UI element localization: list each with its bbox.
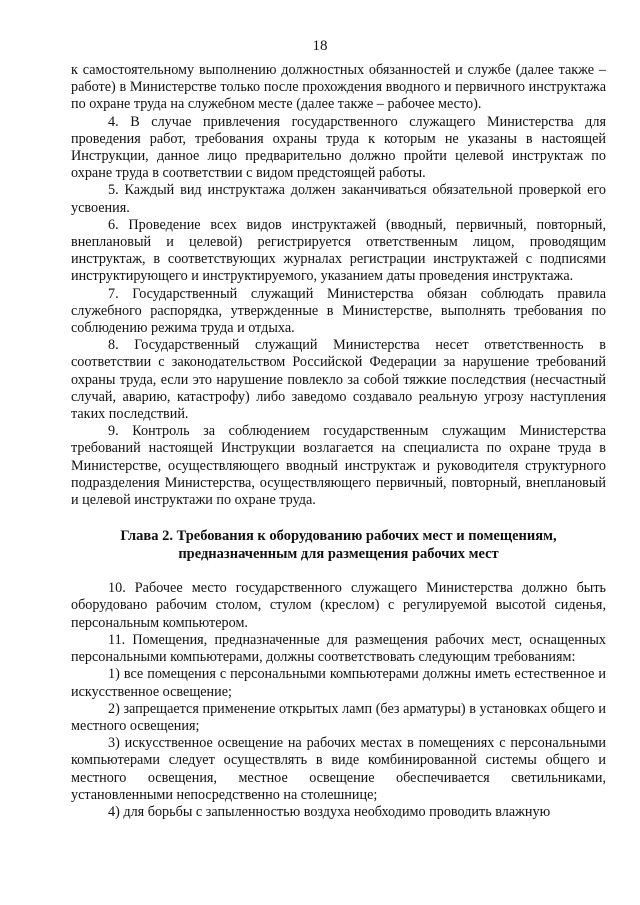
list-item-4: 4) для борьбы с запыленностью воздуха необходимо проводить влажную: [108, 803, 551, 820]
list-item-1: 1) все помещения с персональными компьютерами должны иметь естественное и искусственное освещение;: [71, 666, 606, 700]
chapter-heading: [71, 527, 606, 563]
list-item-2: 2) запрещается применение открытых ламп (без арматуры) в установках общего и местного освещения;: [71, 700, 606, 734]
paragraph-item-7: 7. Государственный служащий Министерства обязан соблюдать правила служебного распорядка, утвержденные в Министерстве, выполнять требования по соблюдению режима труда и отдыха.: [71, 285, 606, 337]
list-item-3: 3) искусственное освещение на рабочих местах в помещениях с персональными компьютерами следует осуществлять в виде комбинированной системы общего и местного освещения, местное освещение обеспечивается светильниками, установленными непосредственно на столешнице;: [71, 735, 606, 803]
paragraph-item-5: 5. Каждый вид инструктажа должен заканчиваться обязательной проверкой его усвоения.: [71, 182, 606, 216]
chapter-heading-line-2: предназначенным для размещения рабочих мест: [178, 546, 499, 563]
paragraph-item-9: 9. Контроль за соблюдением государственным служащим Министерства требований настоящей Инструкции возлагается на специалиста по охране труда в Министерстве, осуществляющего вводный инструктаж и руководителя структурного подразделения Министерства, осуществляющего первичный, повторный, внеплановый и целевой инструктажи по охране труда.: [71, 423, 606, 509]
paragraph-continuation: к самостоятельному выполнению должностных обязанностей и службе (далее также – работе) в Министерстве только после прохождения вводного и первичного инструктажа по охране труда на служебном месте (далее также – рабочее место).: [71, 62, 606, 113]
paragraph-item-4: 4. В случае привлечения государственного служащего Министерства для проведения работ, требования охраны труда к которым не указаны в настоящей Инструкции, данное лицо предварительно должно пройти целевой инструктаж по охране труда в соответствии с видом предстоящей работы.: [71, 113, 606, 182]
page-number: 18: [312, 38, 328, 54]
paragraph-item-11: 11. Помещения, предназначенные для размещения рабочих мест, оснащенных персональными компьютерами, должны соответствовать следующим требованиям:: [71, 631, 606, 666]
document-body: [71, 62, 606, 821]
paragraph-item-8: 8. Государственный служащий Министерства несет ответственность в соответствии с законодательством Российской Федерации за нарушение требований охраны труда, если это нарушение повлекло за собой тяжкие последствия (несчастный случай, аварию, катастрофу) либо заведомо создавало реальную угрозу наступления таких последствий.: [71, 337, 606, 423]
chapter-heading-line-1: Глава 2. Требования к оборудованию рабочих мест и помещениям,: [120, 528, 557, 545]
paragraph-item-6: 6. Проведение всех видов инструктажей (вводный, первичный, повторный, внеплановый и целевой) регистрируется ответственным лицом, проводящим инструктаж, в соответствующих журналах регистрации инструктажей с подписями инструктирующего и инструктируемого, указанием даты проведения инструктажа.: [71, 216, 606, 285]
paragraph-item-10: 10. Рабочее место государственного служащего Министерства должно быть оборудовано рабочим столом, стулом (креслом) с регулируемой высотой сиденья, персональным компьютером.: [71, 580, 606, 631]
